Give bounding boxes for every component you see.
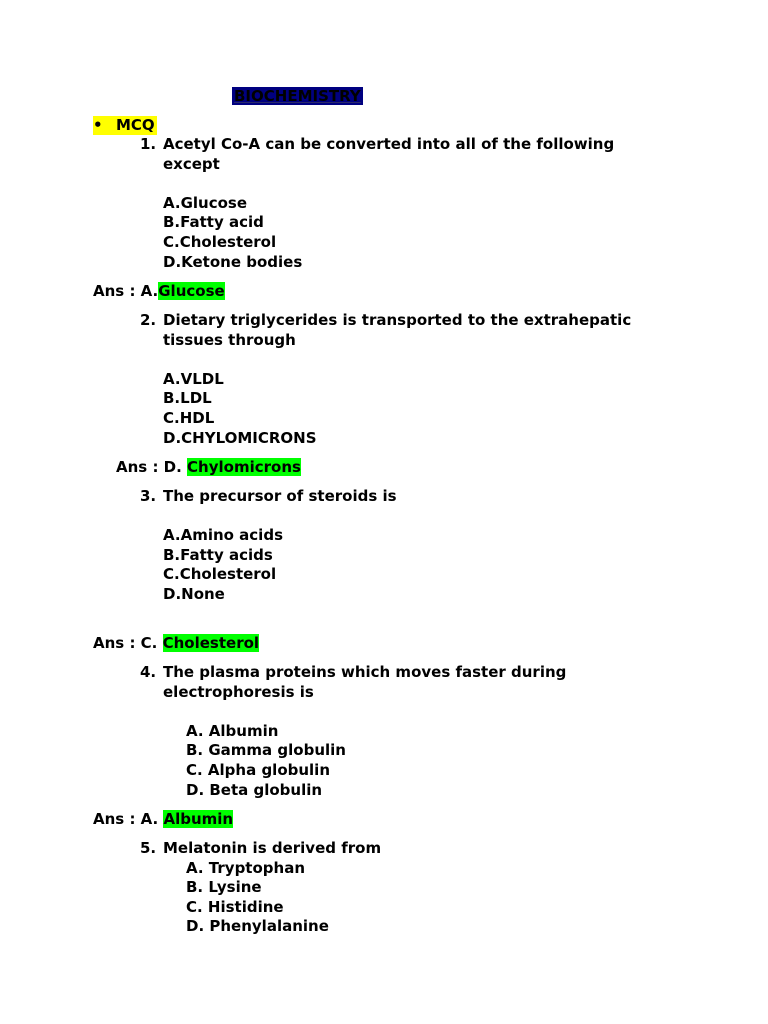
answer-highlight: Albumin	[163, 810, 234, 828]
section-label: MCQ	[116, 116, 155, 134]
option: A.VLDL	[163, 370, 224, 388]
question-text: Dietary triglycerides is transported to the extrahepatic	[163, 311, 632, 329]
answer-line	[93, 634, 259, 653]
option: A.Amino acids	[163, 526, 283, 544]
answer-prefix: Ans : D.	[116, 458, 182, 476]
answer-prefix: Ans : A.	[93, 282, 159, 300]
question-text: Melatonin is derived from	[163, 839, 382, 857]
answer-line	[116, 458, 301, 477]
answer-line	[93, 282, 225, 301]
question-number: 1.	[140, 135, 157, 153]
answer-highlight: Glucose	[158, 282, 225, 300]
question-text: tissues through	[163, 331, 296, 349]
answer-prefix: Ans : C.	[93, 634, 158, 652]
question-number: 2.	[140, 311, 157, 329]
answer-highlight: Cholesterol	[162, 634, 260, 652]
question-text: The precursor of steroids is	[163, 487, 397, 505]
option: B.Fatty acid	[163, 213, 264, 231]
document-title: BIOCHEMISTRY	[234, 87, 361, 105]
option: A.Glucose	[163, 194, 248, 212]
answer-highlight: Chylomicrons	[187, 458, 301, 476]
question-text: electrophoresis is	[163, 683, 314, 701]
answer-prefix: Ans : A.	[93, 810, 159, 828]
option: B.Fatty acids	[163, 546, 273, 564]
option: D.Ketone bodies	[163, 253, 303, 271]
option: C. Alpha globulin	[186, 761, 331, 779]
option: D. Phenylalanine	[186, 917, 329, 935]
option: B.LDL	[163, 389, 212, 407]
bullet-icon: •	[93, 116, 103, 134]
section-heading	[93, 116, 157, 135]
answer-line	[93, 810, 233, 829]
question-text: except	[163, 155, 220, 173]
option: D.CHYLOMICRONS	[163, 429, 317, 447]
option: C. Histidine	[186, 898, 284, 916]
question-number: 5.	[140, 839, 157, 857]
option: C.Cholesterol	[163, 233, 277, 251]
option: C.HDL	[163, 409, 215, 427]
option: B. Gamma globulin	[186, 741, 346, 759]
option: A. Tryptophan	[186, 859, 305, 877]
question-text: Acetyl Co-A can be converted into all of the following	[163, 135, 615, 153]
question-number: 3.	[140, 487, 157, 505]
option: A. Albumin	[186, 722, 279, 740]
question-number: 4.	[140, 663, 157, 681]
option: D.None	[163, 585, 225, 603]
question-text: The plasma proteins which moves faster during	[163, 663, 567, 681]
option: C.Cholesterol	[163, 565, 277, 583]
option: B. Lysine	[186, 878, 262, 896]
option: D. Beta globulin	[186, 781, 323, 799]
